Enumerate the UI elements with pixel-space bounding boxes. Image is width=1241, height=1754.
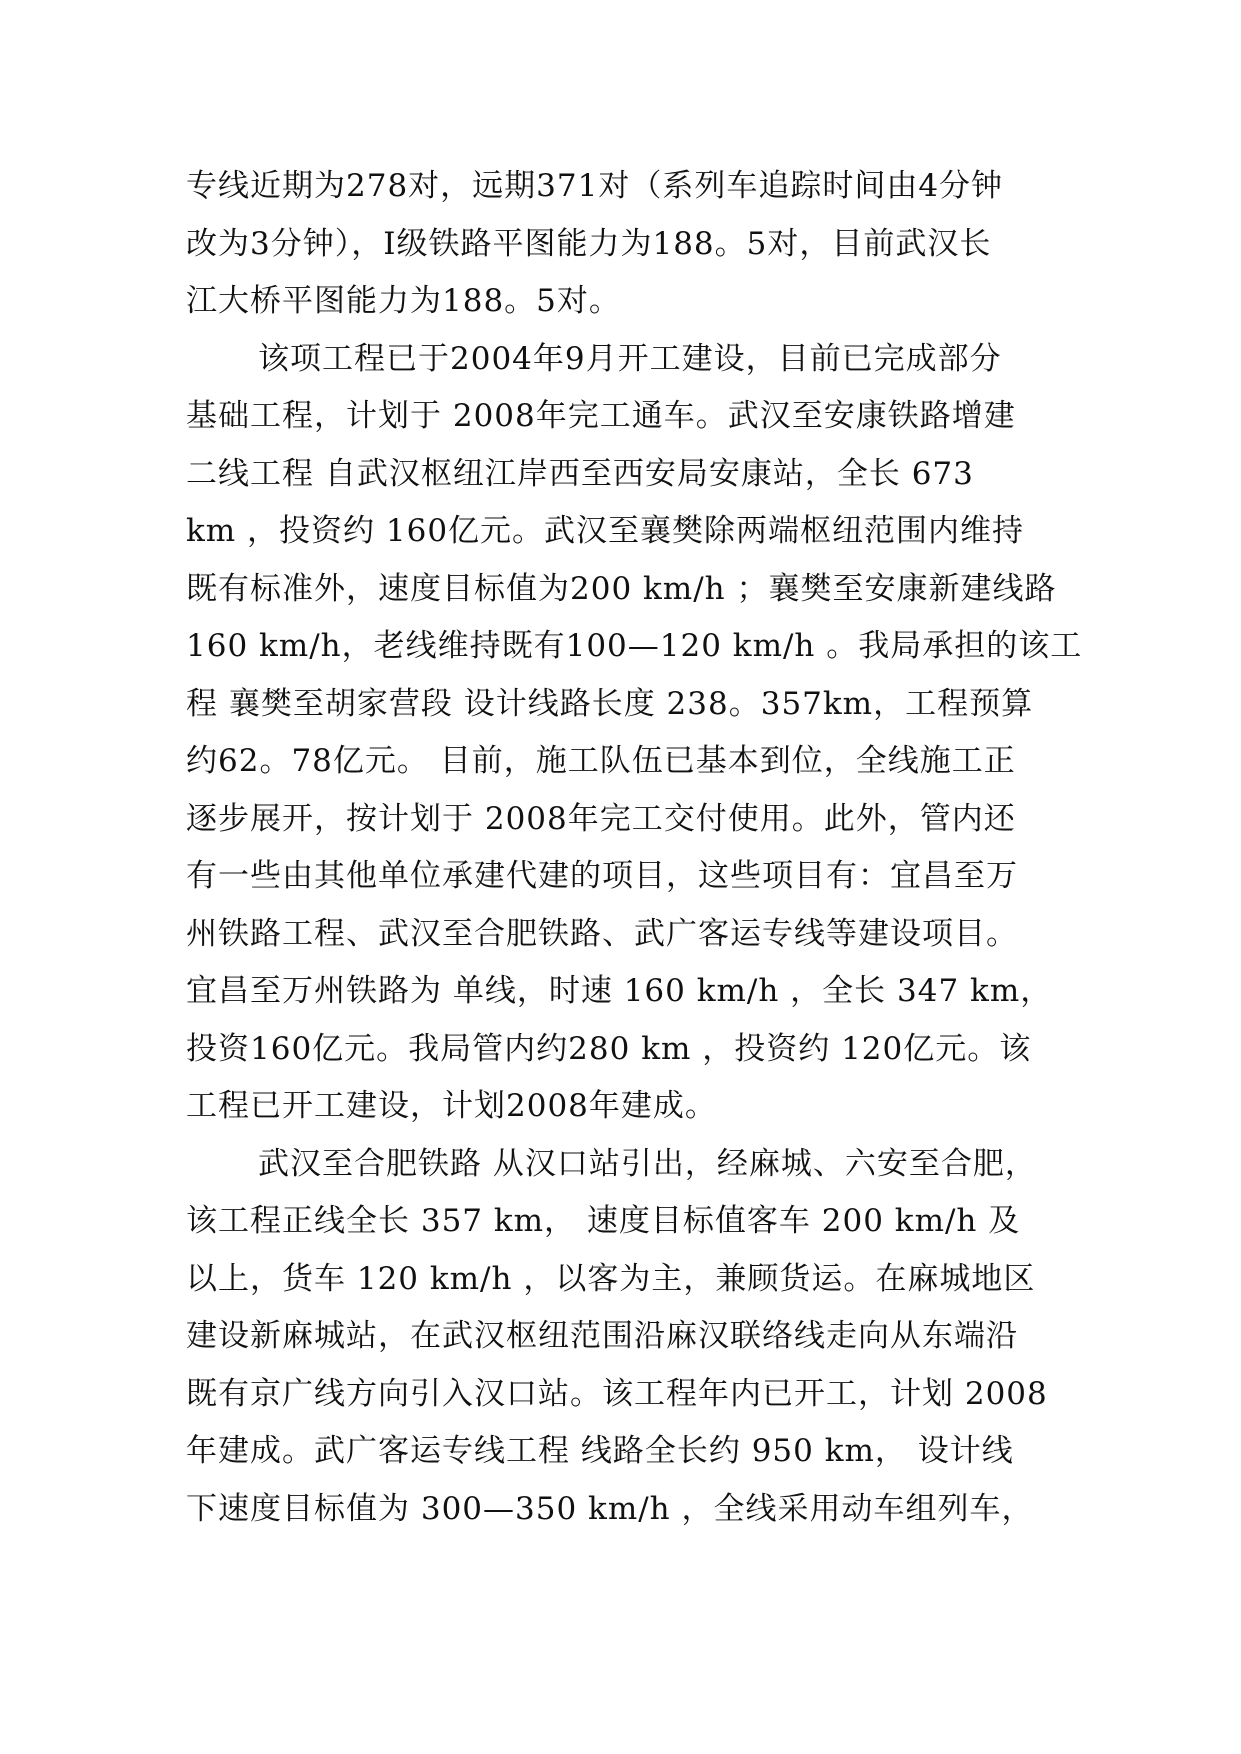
- body-text: [186, 158, 1083, 1538]
- text-line: 程 襄樊至胡家营段 设计线路长度 238。357km，工程预算: [186, 685, 1034, 722]
- text-line: 约62。78亿元。 目前，施工队伍已基本到位，全线施工正: [186, 743, 1016, 779]
- paragraph-first-line: 该项工程已于2004年9月开工建设，目前已完成部分: [258, 340, 1002, 377]
- text-line: 以上，货车 120 km/h ，以客为主，兼顾货运。在麻城地区: [186, 1260, 1036, 1297]
- text-line: 既有标准外，速度目标值为200 km/h ；襄樊至安康新建线路: [186, 570, 1057, 607]
- text-line: 宜昌至万州铁路为 单线，时速 160 km/h ，全长 347 km，: [186, 973, 1053, 1009]
- text-line: km ，投资约 160亿元。武汉至襄樊除两端枢纽范围内维持: [186, 513, 1025, 549]
- text-line: 投资160亿元。我局管内约280 km ，投资约 120亿元。该: [186, 1030, 1032, 1067]
- text-line: 基础工程，计划于 2008年完工通车。武汉至安康铁路增建: [186, 398, 1016, 434]
- text-line: 160 km/h，老线维持既有100—120 km/h 。我局承担的该工: [186, 628, 1083, 664]
- text-line: 专线近期为278对，远期371对（系列车追踪时间由4分钟: [186, 168, 1004, 204]
- text-line: 工程已开工建设，计划2008年建成。: [186, 1088, 717, 1124]
- paragraph-first-line: 武汉至合肥铁路 从汉口站引出，经麻城、六安至合肥，: [258, 1145, 1037, 1182]
- text-line: 改为3分钟），Ⅰ级铁路平图能力为188。5对，目前武汉长: [186, 225, 992, 262]
- text-line: 江大桥平图能力为188。5对。: [186, 283, 621, 319]
- text-line: 州铁路工程、武汉至合肥铁路、武广客运专线等建设项目。: [186, 915, 1018, 952]
- text-line: 建设新麻城站，在武汉枢纽范围沿麻汉联络线走向从东端沿: [186, 1318, 1018, 1354]
- text-line: 既有京广线方向引入汉口站。该工程年内已开工，计划 2008: [186, 1375, 1048, 1412]
- text-line: 逐步展开，按计划于 2008年完工交付使用。此外，管内还: [186, 800, 1016, 837]
- text-line: 有一些由其他单位承建代建的项目，这些项目有：宜昌至万: [186, 858, 1018, 894]
- text-line: 该工程正线全长 357 km， 速度目标值客车 200 km/h 及: [186, 1203, 1021, 1239]
- text-line: 下速度目标值为 300—350 km/h ，全线采用动车组列车，: [186, 1490, 1034, 1527]
- text-line: 年建成。武广客运专线工程 线路全长约 950 km， 设计线: [186, 1433, 1014, 1469]
- text-line: 二线工程 自武汉枢纽江岸西至西安局安康站，全长 673: [186, 455, 974, 492]
